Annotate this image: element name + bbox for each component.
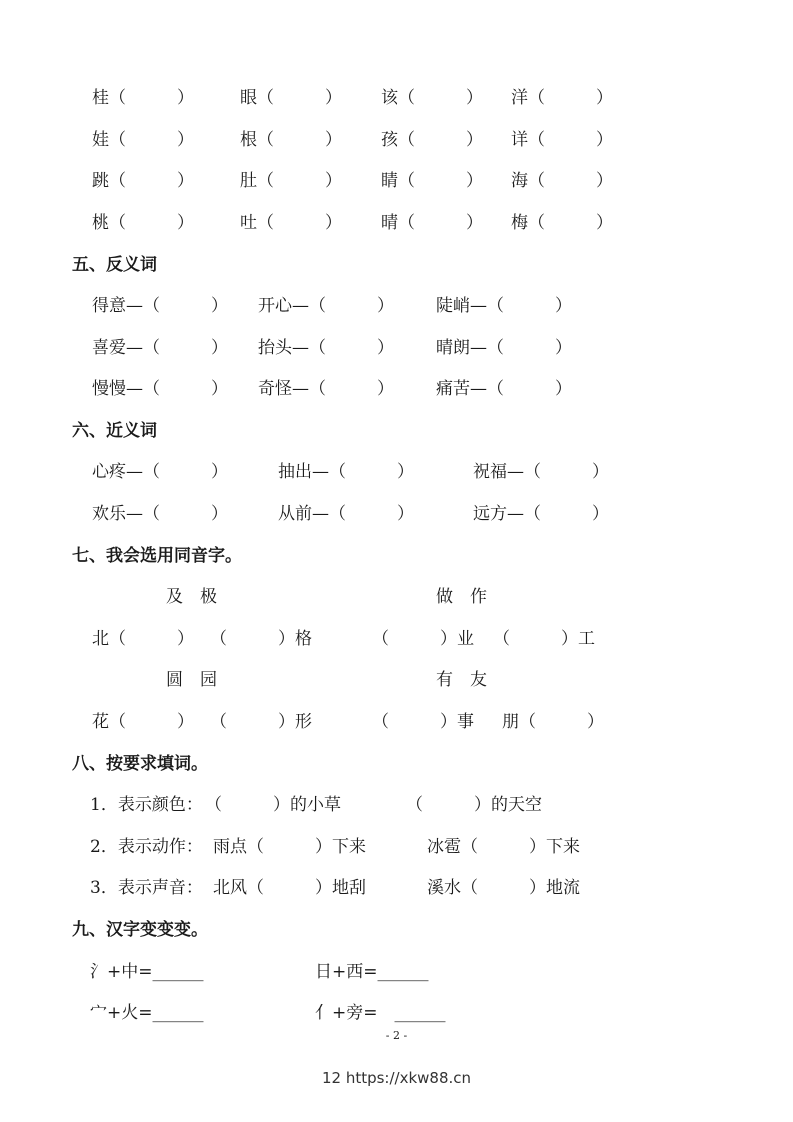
char-fill-item: 娃（ ）: [92, 130, 194, 150]
antonym-item: 慢慢—（ ）: [92, 379, 228, 399]
homophone-fill-item: （ ）工: [493, 629, 595, 649]
section-heading-character-change: 九、汉字变变变。: [72, 920, 208, 940]
antonym-item: 晴朗—（ ）: [436, 338, 572, 358]
antonym-item: 抬头—（ ）: [258, 338, 394, 358]
homophone-fill-item: （ ）业: [372, 629, 474, 649]
char-fill-item: 桂（ ）: [92, 88, 194, 108]
fill-word-label: 3．表示声音：: [90, 878, 203, 898]
antonym-row: [0, 335, 572, 361]
fill-word-row: [0, 792, 542, 818]
synonym-item: 欢乐—（ ）: [92, 504, 228, 524]
char-fill-item: 肚（ ）: [240, 171, 342, 191]
antonym-item: 痛苦—（ ）: [436, 379, 572, 399]
char-fill-item: 梅（ ）: [511, 213, 613, 233]
homophone-pair: 做 作: [436, 587, 487, 607]
synonym-row: [0, 459, 609, 485]
char-fill-item: 吐（ ）: [240, 213, 342, 233]
fill-word-item: （ ）的天空: [406, 795, 542, 815]
homophone-fill-item: （ ）格: [210, 629, 312, 649]
character-combo-row: [0, 959, 429, 985]
character-combo-item: 日+西=______: [315, 962, 429, 982]
char-fill-item: 睛（ ）: [381, 171, 483, 191]
homophone-fill-item: 朋（ ）: [502, 712, 604, 732]
homophone-pair: 及 极: [166, 587, 217, 607]
antonym-item: 陡峭—（ ）: [436, 296, 572, 316]
homophone-fill-item: 花（ ）: [92, 712, 194, 732]
homophone-fill-item: （ ）事: [372, 712, 474, 732]
antonym-item: 开心—（ ）: [258, 296, 394, 316]
homophone-fill-row: [0, 709, 604, 735]
character-combo-item: 亻+旁= ______: [315, 1003, 446, 1023]
section-heading-homophones: 七、我会选用同音字。: [72, 546, 242, 566]
page-number: - 2 -: [385, 1029, 408, 1042]
section4-row: [0, 127, 613, 153]
char-fill-item: 详（ ）: [511, 130, 613, 150]
synonym-item: 祝福—（ ）: [473, 462, 609, 482]
homophone-pair-row: [0, 584, 487, 610]
section4-row: [0, 210, 613, 236]
antonym-item: 得意—（ ）: [92, 296, 228, 316]
fill-word-label: 2．表示动作：: [90, 837, 203, 857]
char-fill-item: 孩（ ）: [381, 130, 483, 150]
character-combo-item: 宀+火=______: [90, 1003, 204, 1023]
antonym-item: 奇怪—（ ）: [258, 379, 394, 399]
char-fill-item: 晴（ ）: [381, 213, 483, 233]
fill-word-item: 雨点（ ）下来: [213, 837, 366, 857]
char-fill-item: 眼（ ）: [240, 88, 342, 108]
character-combo-row: [0, 1000, 446, 1026]
fill-word-item: 溪水（ ）地流: [427, 878, 580, 898]
homophone-pair: 圆 园: [166, 670, 217, 690]
section4-row: [0, 85, 613, 111]
synonym-item: 心疼—（ ）: [92, 462, 228, 482]
homophone-fill-item: 北（ ）: [92, 629, 194, 649]
synonym-item: 抽出—（ ）: [278, 462, 414, 482]
char-fill-item: 海（ ）: [511, 171, 613, 191]
synonym-item: 从前—（ ）: [278, 504, 414, 524]
fill-word-item: 冰雹（ ）下来: [427, 837, 580, 857]
char-fill-item: 跳（ ）: [92, 171, 194, 191]
char-fill-item: 洋（ ）: [511, 88, 613, 108]
homophone-pair: 有 友: [436, 670, 487, 690]
source-footer: 12 https://xkw88.cn: [321, 1069, 472, 1087]
char-fill-item: 该（ ）: [381, 88, 483, 108]
section4-row: [0, 168, 613, 194]
fill-word-item: （ ）的小草: [205, 795, 341, 815]
homophone-fill-row: [0, 626, 595, 652]
char-fill-item: 根（ ）: [240, 130, 342, 150]
character-combo-item: 氵+中=______: [90, 962, 204, 982]
antonym-row: [0, 376, 572, 402]
homophone-fill-item: （ ）形: [210, 712, 312, 732]
fill-word-label: 1．表示颜色：: [90, 795, 203, 815]
antonym-row: [0, 293, 572, 319]
homophone-pair-row: [0, 667, 487, 693]
synonym-item: 远方—（ ）: [473, 504, 609, 524]
section-heading-fill-words: 八、按要求填词。: [72, 754, 208, 774]
fill-word-row: [0, 834, 580, 860]
fill-word-row: [0, 875, 580, 901]
section-heading-synonyms: 六、近义词: [72, 421, 157, 441]
fill-word-item: 北风（ ）地刮: [213, 878, 366, 898]
char-fill-item: 桃（ ）: [92, 213, 194, 233]
synonym-row: [0, 501, 609, 527]
section-heading-antonyms: 五、反义词: [72, 255, 157, 275]
antonym-item: 喜爱—（ ）: [92, 338, 228, 358]
